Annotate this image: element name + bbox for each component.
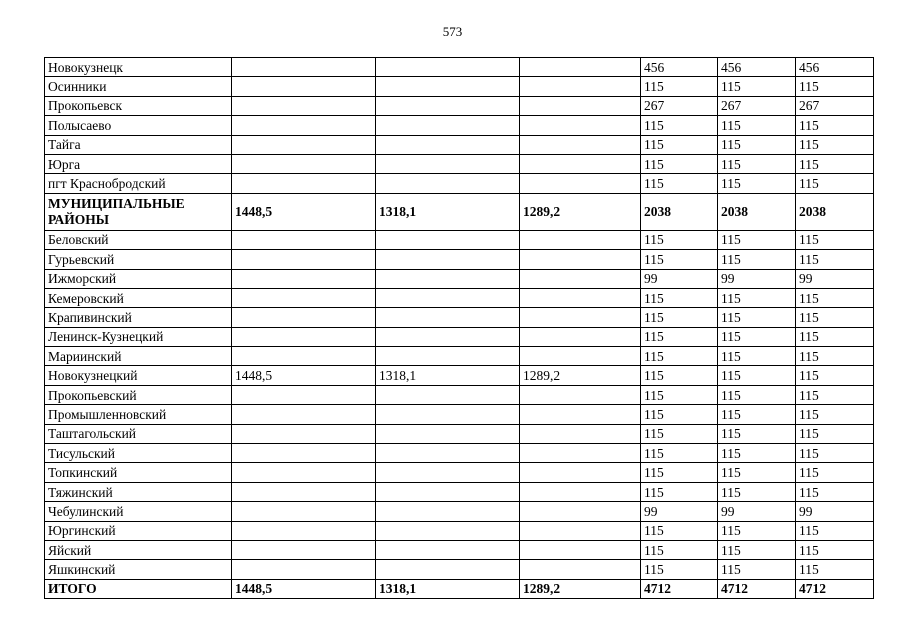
value-cell [376,230,520,249]
value-cell: 115 [641,463,718,482]
value-cell [376,96,520,115]
value-cell [376,250,520,269]
value-cell: 2038 [796,193,874,230]
value-cell [232,347,376,366]
value-cell [376,444,520,463]
value-cell [232,560,376,579]
value-cell: 115 [641,347,718,366]
value-cell: 115 [718,540,796,559]
value-cell: 115 [641,405,718,424]
value-cell [232,135,376,154]
value-cell: 115 [796,444,874,463]
value-cell [232,230,376,249]
table-row [45,58,874,77]
value-cell: 99 [718,502,796,521]
value-cell: 115 [796,366,874,385]
table-row [45,154,874,173]
value-cell: 267 [718,96,796,115]
value-cell [376,174,520,193]
value-cell [232,385,376,404]
value-cell: 115 [796,482,874,501]
value-cell: 1318,1 [376,579,520,598]
table-row [45,482,874,501]
row-name-cell: Яйский [45,540,232,559]
value-cell [520,444,641,463]
value-cell: 115 [641,230,718,249]
value-cell [232,58,376,77]
row-name-cell: пгт Краснобродский [45,174,232,193]
value-cell: 115 [718,405,796,424]
table-row [45,269,874,288]
value-cell [376,269,520,288]
row-name-cell: Промышленновский [45,405,232,424]
value-cell: 115 [718,135,796,154]
row-name-cell: Таштагольский [45,424,232,443]
value-cell: 115 [718,230,796,249]
row-name-cell: Топкинский [45,463,232,482]
value-cell [520,269,641,288]
table-row [45,327,874,346]
value-cell: 115 [718,482,796,501]
value-cell [376,540,520,559]
row-name-cell: Юргинский [45,521,232,540]
row-name-cell: Полысаево [45,116,232,135]
value-cell [232,540,376,559]
table-row [45,174,874,193]
row-name-cell: Ижморский [45,269,232,288]
value-cell: 99 [718,269,796,288]
value-cell: 115 [796,288,874,307]
value-cell: 115 [718,444,796,463]
value-cell: 115 [796,174,874,193]
value-cell: 115 [796,560,874,579]
value-cell: 115 [796,385,874,404]
row-name-cell: Прокопьевск [45,96,232,115]
value-cell [520,540,641,559]
value-cell: 115 [641,560,718,579]
row-name-cell: Гурьевский [45,250,232,269]
value-cell [520,58,641,77]
value-cell: 115 [718,347,796,366]
value-cell: 115 [796,135,874,154]
value-cell [520,135,641,154]
value-cell [520,521,641,540]
value-cell: 115 [641,116,718,135]
row-name-cell: МУНИЦИПАЛЬНЫЕ РАЙОНЫ [45,193,232,230]
table-row [45,424,874,443]
row-name-cell: Тяжинский [45,482,232,501]
row-name-cell: Юрга [45,154,232,173]
value-cell: 115 [718,116,796,135]
row-name-cell: Ленинск-Кузнецкий [45,327,232,346]
table-row [45,521,874,540]
value-cell [520,327,641,346]
table-body [45,58,874,599]
value-cell: 115 [796,463,874,482]
row-name-cell: Прокопьевский [45,385,232,404]
table-row [45,579,874,598]
page-number: 573 [442,24,463,39]
value-cell: 115 [641,540,718,559]
value-cell: 115 [718,77,796,96]
value-cell: 115 [641,250,718,269]
value-cell [376,308,520,327]
value-cell: 115 [641,444,718,463]
value-cell: 115 [641,385,718,404]
value-cell: 115 [796,154,874,173]
value-cell: 115 [796,347,874,366]
value-cell: 115 [796,327,874,346]
value-cell: 115 [641,424,718,443]
value-cell: 1289,2 [520,193,641,230]
data-table [44,57,874,599]
value-cell: 99 [796,269,874,288]
value-cell [520,154,641,173]
table-row [45,135,874,154]
value-cell: 115 [641,308,718,327]
value-cell: 115 [718,308,796,327]
row-name-cell: Чебулинский [45,502,232,521]
value-cell: 115 [641,77,718,96]
value-cell: 115 [718,250,796,269]
table-row [45,385,874,404]
value-cell [376,521,520,540]
row-name-cell: Беловский [45,230,232,249]
row-name-cell: Мариинский [45,347,232,366]
value-cell [232,96,376,115]
value-cell [232,482,376,501]
value-cell: 456 [718,58,796,77]
table-row [45,250,874,269]
value-cell: 1318,1 [376,193,520,230]
value-cell: 115 [641,366,718,385]
value-cell: 115 [718,154,796,173]
value-cell [376,463,520,482]
value-cell: 115 [718,174,796,193]
value-cell [376,424,520,443]
value-cell [376,482,520,501]
table-row [45,463,874,482]
value-cell [376,560,520,579]
value-cell: 115 [796,230,874,249]
table-row [45,116,874,135]
table-row [45,560,874,579]
table-row [45,502,874,521]
value-cell [376,58,520,77]
value-cell: 115 [718,385,796,404]
value-cell [376,77,520,96]
value-cell: 1448,5 [232,579,376,598]
value-cell: 115 [796,521,874,540]
value-cell [520,502,641,521]
value-cell: 115 [796,116,874,135]
value-cell [520,250,641,269]
value-cell: 115 [796,308,874,327]
value-cell [232,521,376,540]
table-row [45,540,874,559]
value-cell: 1289,2 [520,366,641,385]
value-cell [232,502,376,521]
value-cell: 267 [641,96,718,115]
table-row [45,288,874,307]
table-row [45,308,874,327]
value-cell: 267 [796,96,874,115]
row-name-cell: Новокузнецкий [45,366,232,385]
value-cell: 115 [796,250,874,269]
value-cell: 115 [641,288,718,307]
value-cell: 1448,5 [232,193,376,230]
value-cell [520,288,641,307]
value-cell [376,405,520,424]
value-cell [232,154,376,173]
value-cell: 4712 [796,579,874,598]
row-name-cell: Тайга [45,135,232,154]
value-cell: 99 [641,502,718,521]
value-cell: 2038 [718,193,796,230]
value-cell [232,444,376,463]
value-cell: 115 [718,327,796,346]
value-cell [520,347,641,366]
value-cell: 115 [718,521,796,540]
value-cell [376,385,520,404]
value-cell: 115 [796,405,874,424]
value-cell [232,174,376,193]
value-cell [520,230,641,249]
value-cell [232,77,376,96]
value-cell [376,327,520,346]
value-cell [232,405,376,424]
value-cell [520,560,641,579]
value-cell [376,288,520,307]
value-cell [520,424,641,443]
value-cell: 2038 [641,193,718,230]
value-cell: 1318,1 [376,366,520,385]
value-cell [520,96,641,115]
value-cell [520,116,641,135]
value-cell: 4712 [718,579,796,598]
value-cell [520,405,641,424]
value-cell [520,463,641,482]
table-row [45,444,874,463]
value-cell: 99 [641,269,718,288]
value-cell [232,463,376,482]
value-cell: 115 [718,366,796,385]
value-cell: 1448,5 [232,366,376,385]
value-cell: 115 [796,540,874,559]
value-cell [232,308,376,327]
value-cell [520,174,641,193]
value-cell: 456 [641,58,718,77]
value-cell [376,154,520,173]
value-cell: 456 [796,58,874,77]
value-cell [520,308,641,327]
value-cell [232,327,376,346]
table-row [45,230,874,249]
value-cell: 115 [641,154,718,173]
value-cell [232,116,376,135]
value-cell: 115 [718,288,796,307]
row-name-cell: Яшкинский [45,560,232,579]
value-cell [376,502,520,521]
table-row [45,366,874,385]
value-cell [520,385,641,404]
value-cell [376,116,520,135]
value-cell [232,288,376,307]
value-cell: 115 [641,521,718,540]
table-row [45,405,874,424]
value-cell: 115 [641,482,718,501]
value-cell [520,77,641,96]
row-name-cell: Тисульский [45,444,232,463]
value-cell: 115 [641,174,718,193]
value-cell [232,424,376,443]
value-cell [232,250,376,269]
value-cell [520,482,641,501]
value-cell [376,347,520,366]
value-cell [376,135,520,154]
value-cell: 115 [796,77,874,96]
row-name-cell: Кемеровский [45,288,232,307]
value-cell: 115 [641,135,718,154]
table-row [45,96,874,115]
value-cell: 4712 [641,579,718,598]
value-cell: 1289,2 [520,579,641,598]
value-cell: 99 [796,502,874,521]
table-row [45,347,874,366]
row-name-cell: Осинники [45,77,232,96]
table-row [45,77,874,96]
value-cell [232,269,376,288]
table-row [45,193,874,230]
row-name-cell: Крапивинский [45,308,232,327]
row-name-cell: ИТОГО [45,579,232,598]
value-cell: 115 [641,327,718,346]
value-cell: 115 [718,424,796,443]
value-cell: 115 [718,463,796,482]
value-cell: 115 [796,424,874,443]
row-name-cell: Новокузнецк [45,58,232,77]
value-cell: 115 [718,560,796,579]
